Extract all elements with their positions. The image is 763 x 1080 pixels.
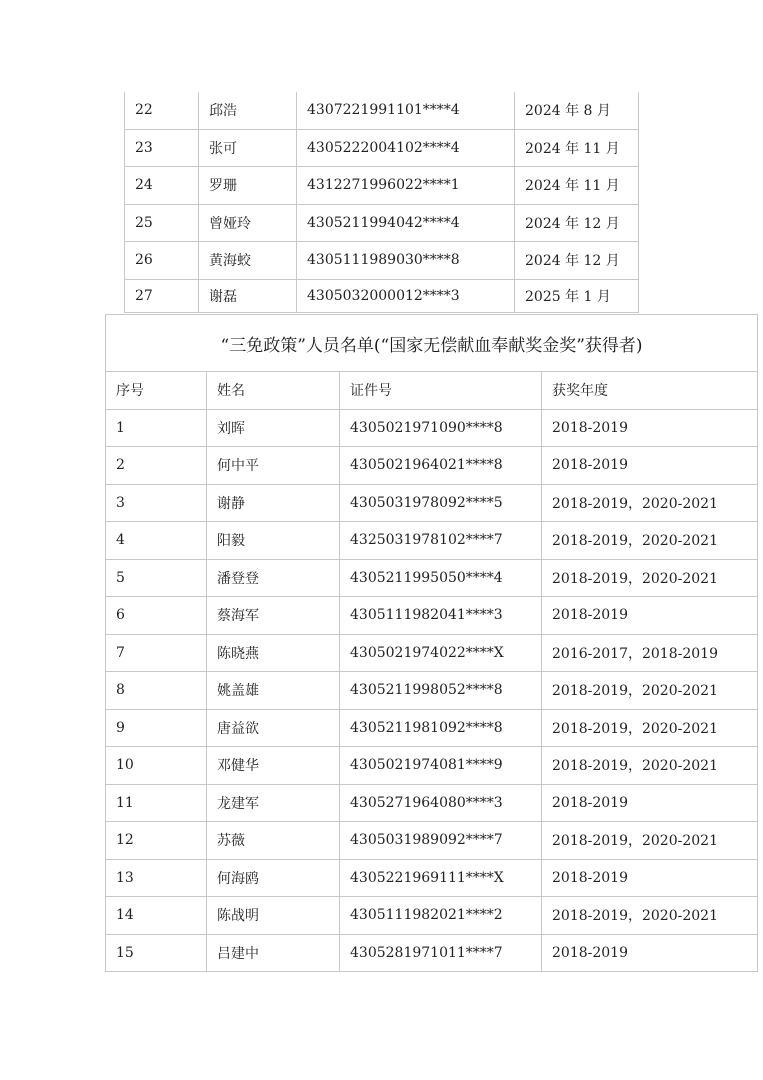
- cell-serial-number: 12: [106, 822, 207, 860]
- table-row: [106, 597, 758, 635]
- table-row: [106, 859, 758, 897]
- cell-serial-number: 8: [106, 672, 207, 710]
- table-header-row: [106, 372, 758, 410]
- cell-name: 何海鸥: [207, 859, 340, 897]
- cell-id-number: 4305211995050****4: [340, 559, 542, 597]
- cell-award-year: 2016-2017，2018-2019: [542, 634, 758, 672]
- table-row: [106, 747, 758, 785]
- cell-id-number: 4305111982041****3: [340, 597, 542, 635]
- cell-name: 蔡海军: [207, 597, 340, 635]
- cell-name: 刘晖: [207, 409, 340, 447]
- cell-name: 谢静: [207, 484, 340, 522]
- cell-id-number: 4305031978092****5: [340, 484, 542, 522]
- cell-id-number: 4305211981092****8: [340, 709, 542, 747]
- cell-id-number: 4305021974022****X: [340, 634, 542, 672]
- header-name: 姓名: [207, 372, 340, 410]
- table-row: [106, 409, 758, 447]
- cell-name: 黄海蛟: [199, 242, 297, 280]
- cell-id-number: 4305271964080****3: [340, 784, 542, 822]
- cell-award-year: 2018-2019: [542, 784, 758, 822]
- header-id-number: 证件号: [340, 372, 542, 410]
- cell-award-year: 2018-2019，2020-2021: [542, 709, 758, 747]
- cell-date: 2024 年 11 月: [515, 167, 639, 205]
- cell-name: 吕建中: [207, 934, 340, 972]
- cell-award-year: 2018-2019: [542, 447, 758, 485]
- cell-award-year: 2018-2019: [542, 934, 758, 972]
- cell-serial-number: 24: [125, 167, 199, 205]
- table-row: [106, 784, 758, 822]
- header-serial-number: 序号: [106, 372, 207, 410]
- cell-id-number: 4307221991101****4: [297, 92, 515, 129]
- cell-serial-number: 25: [125, 204, 199, 242]
- table-row: [106, 709, 758, 747]
- cell-id-number: 4305281971011****7: [340, 934, 542, 972]
- cell-name: 邱浩: [199, 92, 297, 129]
- cell-serial-number: 15: [106, 934, 207, 972]
- table-row: [125, 204, 639, 242]
- cell-award-year: 2018-2019，2020-2021: [542, 522, 758, 560]
- table-row: [106, 672, 758, 710]
- cell-id-number: 4305031989092****7: [340, 822, 542, 860]
- cell-name: 何中平: [207, 447, 340, 485]
- cell-award-year: 2018-2019，2020-2021: [542, 672, 758, 710]
- cell-id-number: 4305021964021****8: [340, 447, 542, 485]
- table-row: [106, 897, 758, 935]
- cell-serial-number: 6: [106, 597, 207, 635]
- cell-id-number: 4305221969111****X: [340, 859, 542, 897]
- cell-name: 唐益欲: [207, 709, 340, 747]
- cell-serial-number: 5: [106, 559, 207, 597]
- cell-id-number: 4305211994042****4: [297, 204, 515, 242]
- cell-serial-number: 27: [125, 279, 199, 312]
- table-row: [106, 934, 758, 972]
- cell-award-year: 2018-2019: [542, 409, 758, 447]
- cell-id-number: 4305021974081****9: [340, 747, 542, 785]
- cell-serial-number: 10: [106, 747, 207, 785]
- cell-id-number: 4305222004102****4: [297, 129, 515, 167]
- table-row: [125, 279, 639, 312]
- cell-date: 2025 年 1 月: [515, 279, 639, 312]
- cell-name: 曾娅玲: [199, 204, 297, 242]
- cell-serial-number: 13: [106, 859, 207, 897]
- cell-id-number: 4305021971090****8: [340, 409, 542, 447]
- table-row: [125, 92, 639, 129]
- cell-id-number: 4312271996022****1: [297, 167, 515, 205]
- table-row: [106, 447, 758, 485]
- cell-name: 张可: [199, 129, 297, 167]
- cell-name: 姚盖雄: [207, 672, 340, 710]
- cell-serial-number: 22: [125, 92, 199, 129]
- cell-date: 2024 年 8 月: [515, 92, 639, 129]
- table-row: [106, 522, 758, 560]
- three-exemption-list-table: [105, 314, 758, 972]
- cell-name: 龙建军: [207, 784, 340, 822]
- cell-name: 苏薇: [207, 822, 340, 860]
- cell-award-year: 2018-2019，2020-2021: [542, 484, 758, 522]
- table-row: [125, 129, 639, 167]
- table-row: [106, 822, 758, 860]
- cell-name: 潘登登: [207, 559, 340, 597]
- cell-serial-number: 26: [125, 242, 199, 280]
- cell-serial-number: 4: [106, 522, 207, 560]
- header-award-year: 获奖年度: [542, 372, 758, 410]
- cell-name: 谢磊: [199, 279, 297, 312]
- cell-date: 2024 年 11 月: [515, 129, 639, 167]
- cell-serial-number: 11: [106, 784, 207, 822]
- cell-date: 2024 年 12 月: [515, 204, 639, 242]
- cell-id-number: 4305111982021****2: [340, 897, 542, 935]
- table-row: [106, 484, 758, 522]
- cell-serial-number: 2: [106, 447, 207, 485]
- table-row: [125, 242, 639, 280]
- cell-serial-number: 9: [106, 709, 207, 747]
- table-row: [125, 167, 639, 205]
- cell-serial-number: 14: [106, 897, 207, 935]
- cell-serial-number: 7: [106, 634, 207, 672]
- continued-recipients-table: [124, 92, 639, 313]
- cell-name: 陈战明: [207, 897, 340, 935]
- cell-award-year: 2018-2019: [542, 859, 758, 897]
- three-exemption-list-body: [106, 315, 758, 972]
- table-title: “三免政策”人员名单(“国家无偿献血奉献奖金奖”获得者): [106, 315, 758, 372]
- cell-award-year: 2018-2019，2020-2021: [542, 559, 758, 597]
- cell-name: 陈晓燕: [207, 634, 340, 672]
- cell-award-year: 2018-2019，2020-2021: [542, 747, 758, 785]
- cell-serial-number: 23: [125, 129, 199, 167]
- cell-name: 邓健华: [207, 747, 340, 785]
- cell-id-number: 4305032000012****3: [297, 279, 515, 312]
- cell-serial-number: 1: [106, 409, 207, 447]
- cell-award-year: 2018-2019，2020-2021: [542, 822, 758, 860]
- cell-id-number: 4325031978102****7: [340, 522, 542, 560]
- cell-serial-number: 3: [106, 484, 207, 522]
- cell-id-number: 4305111989030****8: [297, 242, 515, 280]
- table-title-row: [106, 315, 758, 372]
- cell-award-year: 2018-2019，2020-2021: [542, 897, 758, 935]
- continued-recipients-body: [125, 92, 639, 312]
- cell-name: 阳毅: [207, 522, 340, 560]
- cell-id-number: 4305211998052****8: [340, 672, 542, 710]
- table-row: [106, 634, 758, 672]
- cell-date: 2024 年 12 月: [515, 242, 639, 280]
- cell-name: 罗珊: [199, 167, 297, 205]
- cell-award-year: 2018-2019: [542, 597, 758, 635]
- table-row: [106, 559, 758, 597]
